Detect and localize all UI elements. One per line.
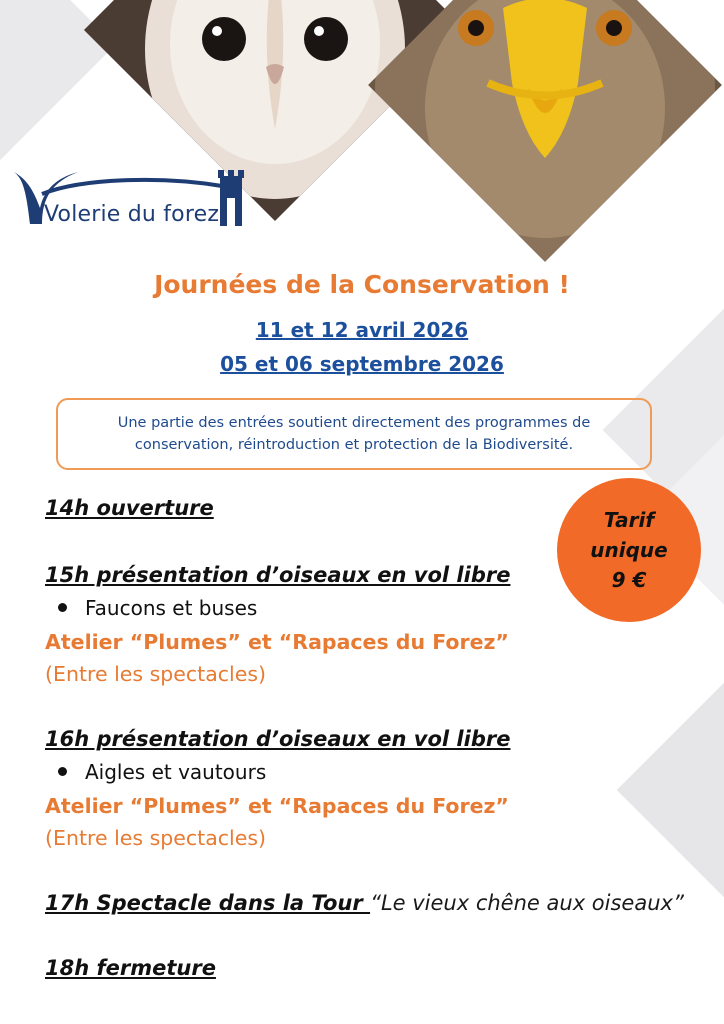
bullet-icon	[58, 603, 67, 612]
schedule-show-15h: 15h présentation d’oiseaux en vol libre	[45, 563, 511, 587]
price-badge	[557, 478, 701, 622]
bullet-text: Faucons et buses	[85, 596, 258, 620]
atelier-16h: Atelier “Plumes” et “Rapaces du Forez”	[45, 794, 509, 818]
price-value: 9 €	[611, 568, 647, 592]
tower-show-title: “Le vieux chêne aux oiseaux”	[370, 891, 684, 915]
price-line-2: unique	[590, 538, 668, 562]
price-line-1: Tarif	[603, 508, 655, 532]
schedule-opening: 14h ouverture	[45, 496, 214, 520]
bullet-icon	[58, 767, 67, 776]
page-title: Journées de la Conservation !	[154, 270, 570, 299]
volerie-logo	[12, 168, 252, 238]
eagle-photo	[368, 0, 722, 262]
date-september: 05 et 06 septembre 2026	[220, 352, 504, 376]
date-april: 11 et 12 avril 2026	[255, 318, 469, 342]
schedule-tower-17h	[45, 891, 684, 915]
between-shows-16h: (Entre les spectacles)	[45, 826, 267, 850]
conservation-note-box	[56, 398, 652, 470]
between-shows-15h: (Entre les spectacles)	[45, 662, 267, 686]
atelier-15h: Atelier “Plumes” et “Rapaces du Forez”	[45, 630, 509, 654]
background-diamond-right-lower	[617, 663, 724, 918]
schedule-closing: 18h fermeture	[45, 956, 216, 980]
schedule-show-16h-bullet	[58, 760, 266, 784]
logo-text: Volerie du forez	[44, 202, 220, 227]
note-line-2: conservation, réintroduction et protection de la Biodiversité.	[134, 437, 574, 453]
note-line-1: Une partie des entrées soutient directement des programmes de	[117, 415, 591, 431]
schedule-show-15h-bullet	[58, 596, 257, 620]
bullet-text: Aigles et vautours	[85, 760, 267, 784]
schedule-show-16h: 16h présentation d’oiseaux en vol libre	[45, 727, 511, 751]
tower-heading: 17h Spectacle dans la Tour	[45, 891, 371, 915]
